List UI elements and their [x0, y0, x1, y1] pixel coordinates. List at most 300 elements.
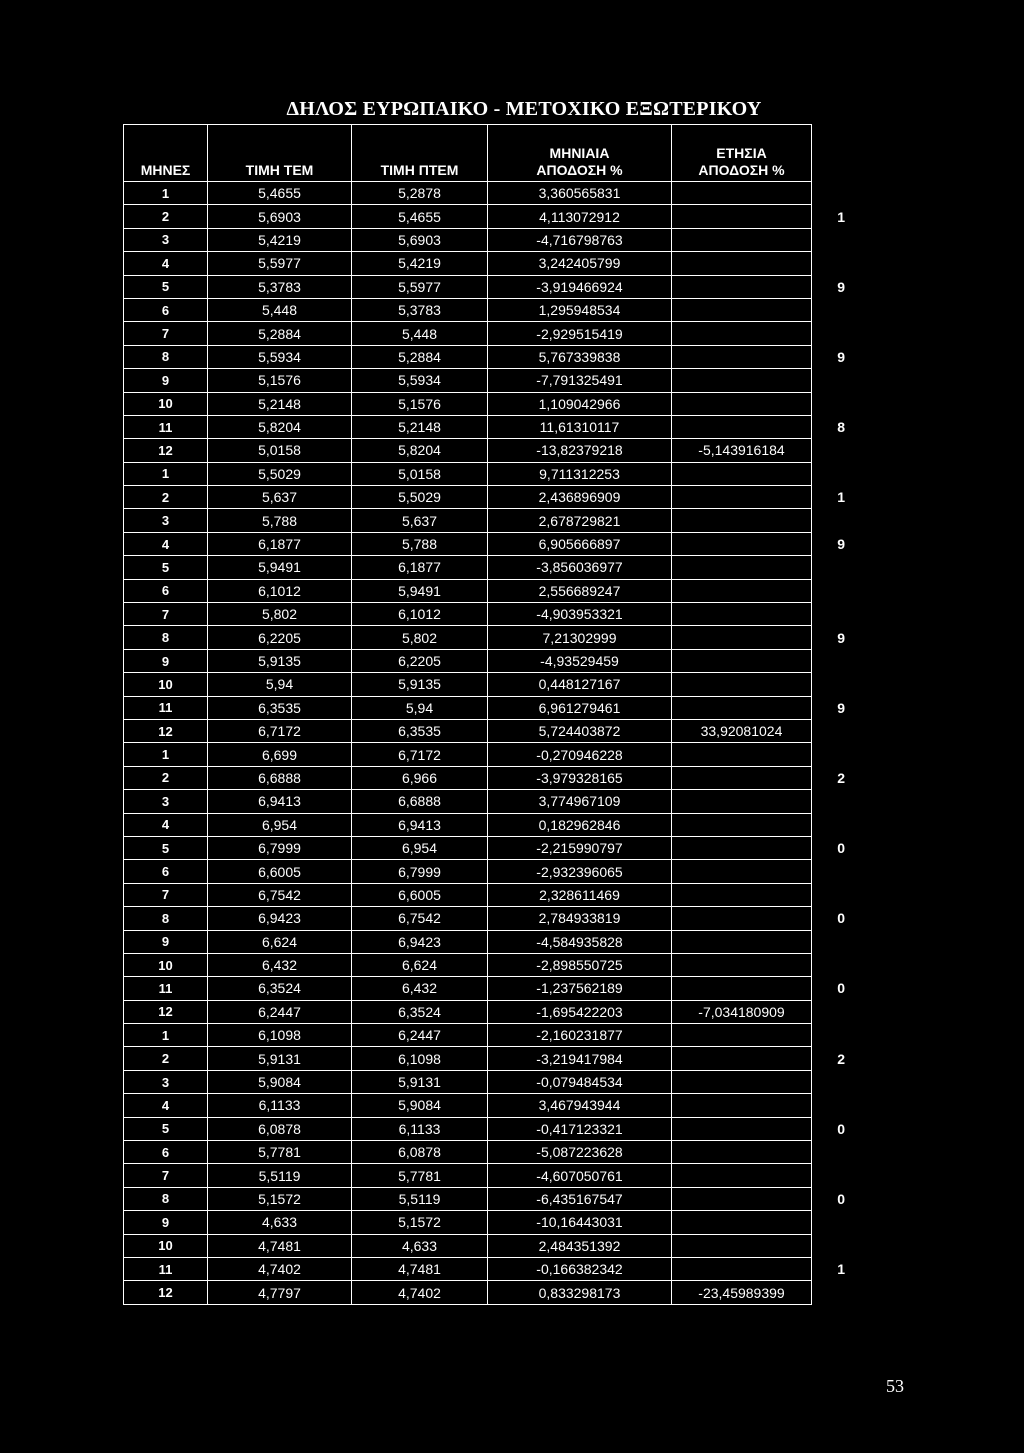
side-mark [812, 439, 846, 462]
table-row [124, 626, 846, 649]
table-row [124, 1164, 846, 1187]
cell-month: 7 [124, 883, 208, 906]
cell-annual-return [672, 696, 812, 719]
header-monthly-line2: ΑΠΟΔΟΣΗ % [536, 162, 623, 178]
cell-annual-return [672, 228, 812, 251]
cell-month: 9 [124, 369, 208, 392]
cell-prev-price: 5,7781 [352, 1164, 488, 1187]
cell-annual-return: -7,034180909 [672, 1000, 812, 1023]
cell-prev-price: 5,5977 [352, 275, 488, 298]
table-row [124, 415, 846, 438]
side-mark: 1 [837, 208, 845, 225]
cell-annual-return [672, 1187, 812, 1210]
header-annual-line1: ΕΤΗΣΙΑ [716, 145, 767, 161]
cell-month: 4 [124, 1094, 208, 1117]
side-mark [812, 252, 846, 275]
cell-monthly-return: -2,929515419 [488, 322, 672, 345]
cell-annual-return [672, 509, 812, 532]
cell-monthly-return: 2,328611469 [488, 883, 672, 906]
side-mark [812, 1211, 846, 1234]
cell-monthly-return: -10,16443031 [488, 1211, 672, 1234]
cell-annual-return [672, 298, 812, 321]
side-mark [812, 719, 846, 742]
cell-annual-return [672, 1141, 812, 1164]
cell-prev-price: 6,9413 [352, 813, 488, 836]
cell-annual-return: 33,92081024 [672, 719, 812, 742]
cell-price: 4,633 [208, 1211, 352, 1234]
cell-price: 6,6888 [208, 766, 352, 789]
header-price: ΤΙΜΗ ΤΕΜ [208, 125, 352, 182]
cell-monthly-return: -3,219417984 [488, 1047, 672, 1070]
side-mark [812, 322, 846, 345]
cell-monthly-return: -2,160231877 [488, 1024, 672, 1047]
table-row [124, 228, 846, 251]
side-mark [812, 1281, 846, 1304]
cell-month: 12 [124, 1000, 208, 1023]
cell-price: 6,7999 [208, 836, 352, 859]
cell-price: 5,1576 [208, 369, 352, 392]
cell-monthly-return: 2,436896909 [488, 486, 672, 509]
cell-price: 6,432 [208, 953, 352, 976]
cell-price: 5,7781 [208, 1141, 352, 1164]
cell-annual-return [672, 205, 812, 228]
cell-month: 2 [124, 205, 208, 228]
cell-monthly-return: -4,607050761 [488, 1164, 672, 1187]
cell-monthly-return: -4,93529459 [488, 649, 672, 672]
side-mark [812, 883, 846, 906]
cell-prev-price: 5,5934 [352, 369, 488, 392]
cell-prev-price: 5,9084 [352, 1094, 488, 1117]
side-mark: 0 [837, 910, 845, 927]
cell-monthly-return: 3,242405799 [488, 252, 672, 275]
cell-prev-price: 6,6005 [352, 883, 488, 906]
cell-prev-price: 6,2447 [352, 1024, 488, 1047]
cell-month: 10 [124, 673, 208, 696]
cell-month: 5 [124, 556, 208, 579]
cell-annual-return [672, 532, 812, 555]
cell-annual-return [672, 1094, 812, 1117]
table-row [124, 1000, 846, 1023]
cell-prev-price: 6,1877 [352, 556, 488, 579]
table-row [124, 1257, 846, 1280]
table-row [124, 1094, 846, 1117]
header-prev-price: ΤΙΜΗ ΠΤΕΜ [352, 125, 488, 182]
cell-prev-price: 5,6903 [352, 228, 488, 251]
cell-annual-return [672, 836, 812, 859]
side-mark [812, 1141, 846, 1164]
table-row [124, 252, 846, 275]
cell-month: 10 [124, 953, 208, 976]
cell-annual-return [672, 252, 812, 275]
cell-monthly-return: -4,903953321 [488, 603, 672, 626]
cell-price: 5,6903 [208, 205, 352, 228]
cell-prev-price: 6,432 [352, 977, 488, 1000]
cell-annual-return [672, 556, 812, 579]
cell-prev-price: 5,3783 [352, 298, 488, 321]
cell-annual-return [672, 415, 812, 438]
cell-month: 5 [124, 836, 208, 859]
cell-monthly-return: 9,711312253 [488, 462, 672, 485]
header-month: ΜΗΝΕΣ [124, 125, 208, 182]
cell-month: 9 [124, 930, 208, 953]
side-mark: 9 [837, 536, 845, 553]
header-monthly-return [488, 125, 672, 182]
cell-monthly-return: 3,774967109 [488, 790, 672, 813]
cell-price: 5,9135 [208, 649, 352, 672]
cell-prev-price: 6,3524 [352, 1000, 488, 1023]
side-mark [812, 228, 846, 251]
header-monthly-line1: ΜΗΝΙΑΙΑ [549, 145, 610, 161]
cell-price: 5,2148 [208, 392, 352, 415]
side-mark [812, 369, 846, 392]
side-mark [812, 813, 846, 836]
cell-month: 2 [124, 486, 208, 509]
cell-prev-price: 5,9135 [352, 673, 488, 696]
table-row [124, 977, 846, 1000]
cell-month: 9 [124, 649, 208, 672]
table-row [124, 907, 846, 930]
cell-monthly-return: 2,678729821 [488, 509, 672, 532]
side-mark [812, 1094, 846, 1117]
cell-annual-return [672, 1117, 812, 1140]
cell-price: 6,6005 [208, 860, 352, 883]
cell-monthly-return: 11,61310117 [488, 415, 672, 438]
table-row [124, 509, 846, 532]
cell-annual-return [672, 462, 812, 485]
cell-prev-price: 6,6888 [352, 790, 488, 813]
cell-price: 5,3783 [208, 275, 352, 298]
side-mark [812, 860, 846, 883]
cell-prev-price: 5,1576 [352, 392, 488, 415]
side-mark [812, 1000, 846, 1023]
cell-monthly-return: 6,961279461 [488, 696, 672, 719]
cell-price: 4,7481 [208, 1234, 352, 1257]
cell-prev-price: 5,4219 [352, 252, 488, 275]
side-mark: 9 [837, 278, 845, 295]
cell-monthly-return: -3,979328165 [488, 766, 672, 789]
cell-annual-return [672, 790, 812, 813]
table-row [124, 298, 846, 321]
cell-prev-price: 5,1572 [352, 1211, 488, 1234]
cell-price: 5,637 [208, 486, 352, 509]
table-row [124, 1281, 846, 1304]
cell-annual-return [672, 322, 812, 345]
cell-price: 6,7542 [208, 883, 352, 906]
side-mark: 9 [837, 699, 845, 716]
side-mark [812, 603, 846, 626]
cell-monthly-return: 6,905666897 [488, 532, 672, 555]
cell-monthly-return: -1,237562189 [488, 977, 672, 1000]
cell-price: 5,788 [208, 509, 352, 532]
table-row [124, 673, 846, 696]
cell-price: 6,624 [208, 930, 352, 953]
cell-month: 6 [124, 298, 208, 321]
side-mark: 0 [837, 980, 845, 997]
table-row [124, 1117, 846, 1140]
cell-prev-price: 5,8204 [352, 439, 488, 462]
table-row [124, 813, 846, 836]
cell-month: 8 [124, 907, 208, 930]
cell-month: 3 [124, 790, 208, 813]
cell-month: 12 [124, 719, 208, 742]
table-row [124, 345, 846, 368]
table-row [124, 953, 846, 976]
cell-annual-return [672, 369, 812, 392]
table-row [124, 649, 846, 672]
cell-price: 5,5029 [208, 462, 352, 485]
table-row [124, 790, 846, 813]
side-mark: 0 [837, 1190, 845, 1207]
cell-price: 4,7797 [208, 1281, 352, 1304]
cell-monthly-return: -2,898550725 [488, 953, 672, 976]
cell-prev-price: 5,9491 [352, 579, 488, 602]
cell-price: 5,8204 [208, 415, 352, 438]
cell-price: 6,2447 [208, 1000, 352, 1023]
cell-month: 11 [124, 696, 208, 719]
header-annual-line2: ΑΠΟΔΟΣΗ % [698, 162, 785, 178]
cell-annual-return: -5,143916184 [672, 439, 812, 462]
table-row [124, 603, 846, 626]
cell-prev-price: 5,2884 [352, 345, 488, 368]
cell-prev-price: 6,7172 [352, 743, 488, 766]
cell-price: 6,699 [208, 743, 352, 766]
cell-price: 5,5119 [208, 1164, 352, 1187]
cell-monthly-return: -0,079484534 [488, 1070, 672, 1093]
cell-prev-price: 5,4655 [352, 205, 488, 228]
cell-annual-return [672, 860, 812, 883]
cell-price: 6,3524 [208, 977, 352, 1000]
cell-month: 7 [124, 603, 208, 626]
side-mark [812, 509, 846, 532]
table-row [124, 275, 846, 298]
table-row [124, 883, 846, 906]
cell-annual-return [672, 649, 812, 672]
cell-annual-return [672, 813, 812, 836]
cell-month: 6 [124, 860, 208, 883]
cell-price: 6,9423 [208, 907, 352, 930]
cell-monthly-return: -0,417123321 [488, 1117, 672, 1140]
cell-month: 4 [124, 252, 208, 275]
cell-prev-price: 6,1133 [352, 1117, 488, 1140]
cell-price: 5,448 [208, 298, 352, 321]
cell-prev-price: 5,5119 [352, 1187, 488, 1210]
cell-annual-return [672, 1257, 812, 1280]
side-mark: 0 [837, 1120, 845, 1137]
cell-prev-price: 6,9423 [352, 930, 488, 953]
cell-price: 6,3535 [208, 696, 352, 719]
cell-month: 1 [124, 182, 208, 205]
cell-monthly-return: -0,270946228 [488, 743, 672, 766]
cell-monthly-return: 5,767339838 [488, 345, 672, 368]
document-title: ΔΗΛΟΣ ΕΥΡΩΠΑΙΚΟ - ΜΕΤΟΧΙΚΟ ΕΞΩΤΕΡΙΚΟΥ [286, 98, 762, 120]
page-number: 53 [886, 1376, 904, 1396]
table-row [124, 860, 846, 883]
cell-monthly-return: -3,856036977 [488, 556, 672, 579]
cell-prev-price: 5,2148 [352, 415, 488, 438]
cell-monthly-return: 0,833298173 [488, 1281, 672, 1304]
side-mark [812, 930, 846, 953]
cell-price: 5,9084 [208, 1070, 352, 1093]
cell-prev-price: 5,0158 [352, 462, 488, 485]
side-mark: 2 [837, 769, 845, 786]
table-row [124, 486, 846, 509]
table-row [124, 719, 846, 742]
side-mark: 9 [837, 348, 845, 365]
cell-month: 1 [124, 743, 208, 766]
side-mark [812, 1024, 846, 1047]
cell-prev-price: 6,7999 [352, 860, 488, 883]
table-row [124, 1070, 846, 1093]
cell-month: 11 [124, 977, 208, 1000]
side-mark [812, 1234, 846, 1257]
side-mark: 1 [837, 1261, 845, 1278]
table-row [124, 532, 846, 555]
cell-price: 4,7402 [208, 1257, 352, 1280]
cell-prev-price: 6,1098 [352, 1047, 488, 1070]
cell-prev-price: 5,788 [352, 532, 488, 555]
table-row [124, 1211, 846, 1234]
cell-prev-price: 5,2878 [352, 182, 488, 205]
cell-price: 6,1012 [208, 579, 352, 602]
cell-annual-return [672, 766, 812, 789]
cell-price: 5,5934 [208, 345, 352, 368]
cell-price: 5,1572 [208, 1187, 352, 1210]
cell-price: 5,2884 [208, 322, 352, 345]
cell-monthly-return: 0,182962846 [488, 813, 672, 836]
table-row [124, 462, 846, 485]
cell-monthly-return: -5,087223628 [488, 1141, 672, 1164]
side-mark: 8 [837, 419, 845, 436]
cell-monthly-return: 2,556689247 [488, 579, 672, 602]
table-row [124, 439, 846, 462]
table-row [124, 182, 846, 205]
table-row [124, 1024, 846, 1047]
table-body [124, 182, 846, 1305]
cell-month: 2 [124, 1047, 208, 1070]
cell-monthly-return: -2,215990797 [488, 836, 672, 859]
cell-prev-price: 6,7542 [352, 907, 488, 930]
cell-month: 10 [124, 1234, 208, 1257]
cell-annual-return [672, 603, 812, 626]
side-mark [812, 1070, 846, 1093]
side-mark [812, 649, 846, 672]
cell-annual-return [672, 743, 812, 766]
header-side-blank [812, 125, 846, 182]
table-row [124, 930, 846, 953]
cell-month: 6 [124, 1141, 208, 1164]
cell-prev-price: 4,633 [352, 1234, 488, 1257]
side-mark [812, 556, 846, 579]
cell-month: 4 [124, 813, 208, 836]
cell-month: 12 [124, 1281, 208, 1304]
side-mark [812, 743, 846, 766]
cell-prev-price: 6,624 [352, 953, 488, 976]
cell-monthly-return: -7,791325491 [488, 369, 672, 392]
cell-price: 5,4219 [208, 228, 352, 251]
table-row [124, 579, 846, 602]
side-mark: 0 [837, 840, 845, 857]
cell-price: 6,954 [208, 813, 352, 836]
cell-annual-return [672, 182, 812, 205]
table-row [124, 205, 846, 228]
side-mark: 2 [837, 1050, 845, 1067]
cell-monthly-return: -6,435167547 [488, 1187, 672, 1210]
cell-prev-price: 5,9131 [352, 1070, 488, 1093]
cell-prev-price: 6,3535 [352, 719, 488, 742]
cell-month: 11 [124, 1257, 208, 1280]
cell-annual-return [672, 953, 812, 976]
cell-annual-return [672, 673, 812, 696]
cell-price: 5,9491 [208, 556, 352, 579]
cell-monthly-return: -4,584935828 [488, 930, 672, 953]
cell-monthly-return: 2,784933819 [488, 907, 672, 930]
table-row [124, 556, 846, 579]
cell-monthly-return: 1,295948534 [488, 298, 672, 321]
table-row [124, 766, 846, 789]
side-mark [812, 298, 846, 321]
cell-month: 11 [124, 415, 208, 438]
table-row [124, 1234, 846, 1257]
cell-prev-price: 5,94 [352, 696, 488, 719]
cell-prev-price: 6,1012 [352, 603, 488, 626]
cell-monthly-return: 3,467943944 [488, 1094, 672, 1117]
cell-month: 7 [124, 322, 208, 345]
cell-price: 5,0158 [208, 439, 352, 462]
cell-prev-price: 6,0878 [352, 1141, 488, 1164]
table-row [124, 1187, 846, 1210]
cell-prev-price: 6,2205 [352, 649, 488, 672]
side-mark [812, 953, 846, 976]
table-row [124, 1047, 846, 1070]
cell-price: 6,1133 [208, 1094, 352, 1117]
cell-price: 6,7172 [208, 719, 352, 742]
table-row [124, 322, 846, 345]
cell-price: 6,2205 [208, 626, 352, 649]
cell-month: 2 [124, 766, 208, 789]
cell-annual-return [672, 930, 812, 953]
cell-month: 5 [124, 275, 208, 298]
side-mark [812, 392, 846, 415]
cell-price: 5,94 [208, 673, 352, 696]
cell-price: 6,0878 [208, 1117, 352, 1140]
cell-monthly-return: -4,716798763 [488, 228, 672, 251]
cell-price: 6,1877 [208, 532, 352, 555]
table-row [124, 836, 846, 859]
header-row [124, 125, 846, 182]
cell-monthly-return: 1,109042966 [488, 392, 672, 415]
cell-monthly-return: 2,484351392 [488, 1234, 672, 1257]
cell-prev-price: 4,7402 [352, 1281, 488, 1304]
side-mark [812, 462, 846, 485]
table-row [124, 1141, 846, 1164]
cell-monthly-return: -2,932396065 [488, 860, 672, 883]
cell-monthly-return: 3,360565831 [488, 182, 672, 205]
cell-annual-return [672, 907, 812, 930]
cell-prev-price: 6,966 [352, 766, 488, 789]
cell-price: 6,9413 [208, 790, 352, 813]
cell-month: 12 [124, 439, 208, 462]
cell-month: 1 [124, 1024, 208, 1047]
side-mark [812, 1164, 846, 1187]
cell-annual-return [672, 1024, 812, 1047]
cell-annual-return [672, 626, 812, 649]
cell-month: 1 [124, 462, 208, 485]
table-row [124, 369, 846, 392]
side-mark [812, 182, 846, 205]
cell-month: 8 [124, 626, 208, 649]
cell-month: 8 [124, 1187, 208, 1210]
cell-month: 3 [124, 509, 208, 532]
